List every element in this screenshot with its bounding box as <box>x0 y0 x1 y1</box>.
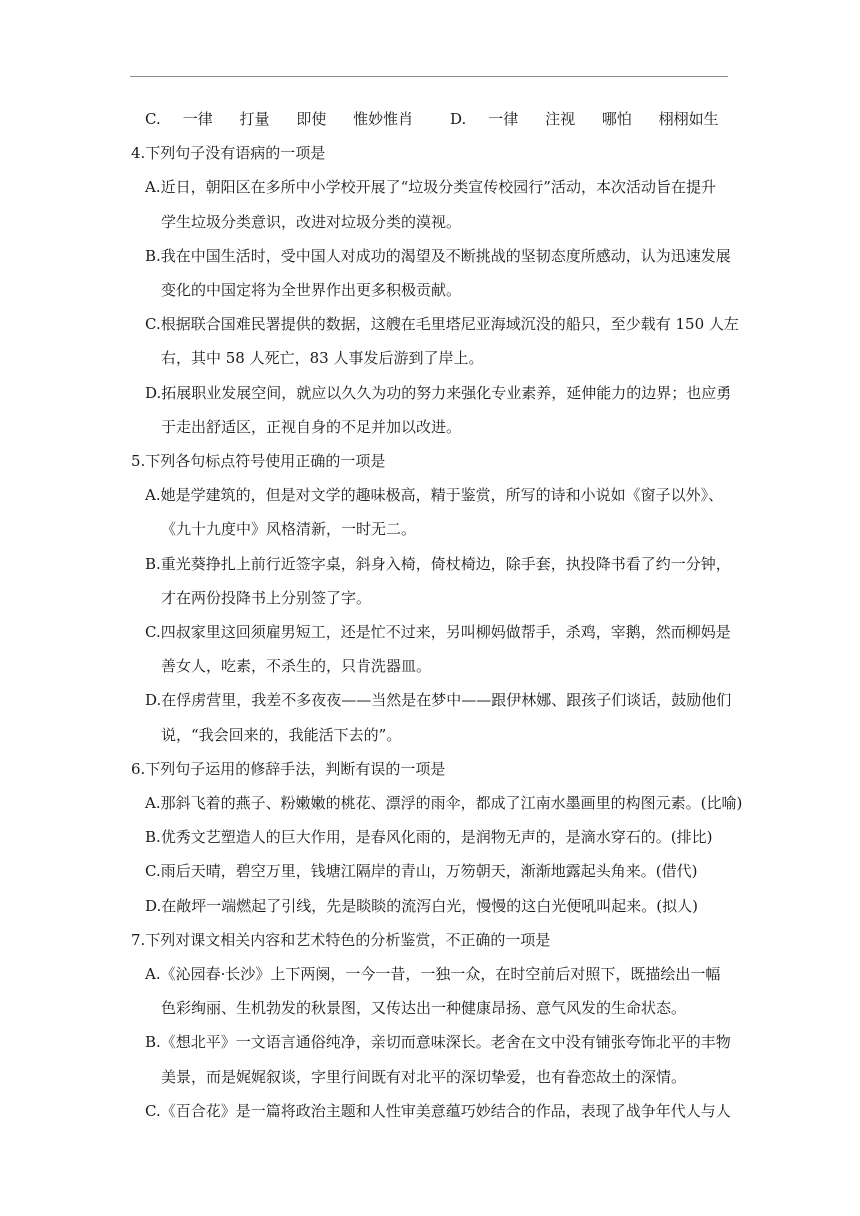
option-word: 即使 <box>296 110 327 128</box>
option-d: D.在敞坪一端燃起了引线，先是睒睒的流泻白光，慢慢的这白光便吼叫起来。(拟人) <box>145 896 698 915</box>
option-c: C.雨后天晴，碧空万里，钱塘江隔岸的青山，万笏朝天，渐渐地露起头角来。(借代) <box>145 862 698 881</box>
option-word: 惟妙惟肖 <box>353 110 414 128</box>
question-7 <box>131 923 741 1128</box>
question-stem: 4.下列句子没有语病的一项是 <box>131 144 326 163</box>
option-d-cont: 说，“我会回来的，我能活下去的”。 <box>161 725 402 744</box>
option-a-cont: 学生垃圾分类意识，改进对垃圾分类的漠视。 <box>161 212 462 231</box>
option-c <box>131 102 436 136</box>
option-word: 哪怕 <box>601 110 632 128</box>
option-b: B.我在中国生活时，受中国人对成功的渴望及不断挑战的坚韧态度所感动，认为迅速发展 <box>145 246 731 265</box>
question-6 <box>131 752 741 923</box>
option-a-cont: 色彩绚丽、生机勃发的秋景图，又传达出一种健康昂扬、意气风发的生命状态。 <box>161 999 687 1018</box>
option-c-cont: 右，其中 58 人死亡，83 人事发后游到了岸上。 <box>161 349 484 368</box>
option-word: 栩栩如生 <box>658 110 719 128</box>
question-stem: 7.下列对课文相关内容和艺术特色的分析鉴赏，不正确的一项是 <box>131 930 551 949</box>
option-a: A.她是学建筑的，但是对文学的趣味极高，精于鉴赏，所写的诗和小说如《窗子以外》、 <box>145 486 724 505</box>
prev-question-options <box>131 102 741 136</box>
option-word: 一律 <box>488 110 519 128</box>
option-d: D.拓展职业发展空间，就应以久久为功的努力来强化专业素养，延伸能力的边界；也应勇 <box>145 383 732 402</box>
option-d-cont: 于走出舒适区，正视自身的不足并加以改进。 <box>161 417 462 436</box>
option-letter: D. <box>450 110 467 128</box>
option-b: B.重光葵挣扎上前行近签字桌，斜身入椅，倚杖椅边，除手套，执投降书看了约一分钟， <box>145 554 731 573</box>
option-b: B.优秀文艺塑造人的巨大作用，是春风化雨的，是润物无声的，是滴水穿石的。(排比) <box>145 828 713 847</box>
option-a: A.近日，朝阳区在多所中小学校开展了“垃圾分类宣传校园行”活动，本次活动旨在提升 <box>145 178 716 197</box>
question-stem: 5.下列各句标点符号使用正确的一项是 <box>131 452 386 471</box>
option-b: B.《想北平》一文语言通俗纯净，亲切而意味深长。老舍在文中没有铺张夸饰北平的丰物 <box>145 1033 731 1052</box>
exam-page-content <box>131 102 741 1128</box>
question-stem: 6.下列句子运用的修辞手法，判断有误的一项是 <box>131 759 446 778</box>
option-word: 打量 <box>239 110 270 128</box>
option-a-cont: 《九十九度中》风格清新，一时无二。 <box>161 520 417 539</box>
option-b-cont: 美景，而是娓娓叙谈，字里行间既有对北平的深切挚爱，也有眷恋故土的深情。 <box>161 1067 687 1086</box>
question-5 <box>131 444 741 752</box>
option-b-cont: 才在两份投降书上分别签了字。 <box>161 588 372 607</box>
option-a: A.《沁园春·长沙》上下两阕，一今一昔，一独一众，在时空前后对照下，既描绘出一幅 <box>145 965 721 984</box>
option-d <box>436 102 741 136</box>
option-c: C.四叔家里这回须雇男短工，还是忙不过来，另叫柳妈做帮手，杀鸡，宰鹅，然而柳妈是 <box>145 623 731 642</box>
option-b-cont: 变化的中国定将为全世界作出更多积极贡献。 <box>161 281 462 300</box>
option-c: C.根据联合国难民署提供的数据，这艘在毛里塔尼亚海域沉没的船只，至少载有 150 人左 <box>145 315 739 334</box>
option-c-cont: 善女人，吃素，不杀生的，只肯洗器皿。 <box>161 657 432 676</box>
option-letter: C. <box>145 110 161 128</box>
option-d: D.在俘虏营里，我差不多夜夜——当然是在梦中——跟伊林娜、跟孩子们谈话，鼓励他们 <box>145 691 732 710</box>
option-word: 一律 <box>182 110 213 128</box>
option-word: 注视 <box>545 110 576 128</box>
question-4 <box>131 136 741 444</box>
header-rule <box>130 76 728 77</box>
option-a: A.那斜飞着的燕子、粉嫩嫩的桃花、漂浮的雨伞，都成了江南水墨画里的构图元素。(比喻) <box>145 794 743 813</box>
option-c: C.《百合花》是一篇将政治主题和人性审美意蕴巧妙结合的作品，表现了战争年代人与人 <box>145 1101 731 1120</box>
